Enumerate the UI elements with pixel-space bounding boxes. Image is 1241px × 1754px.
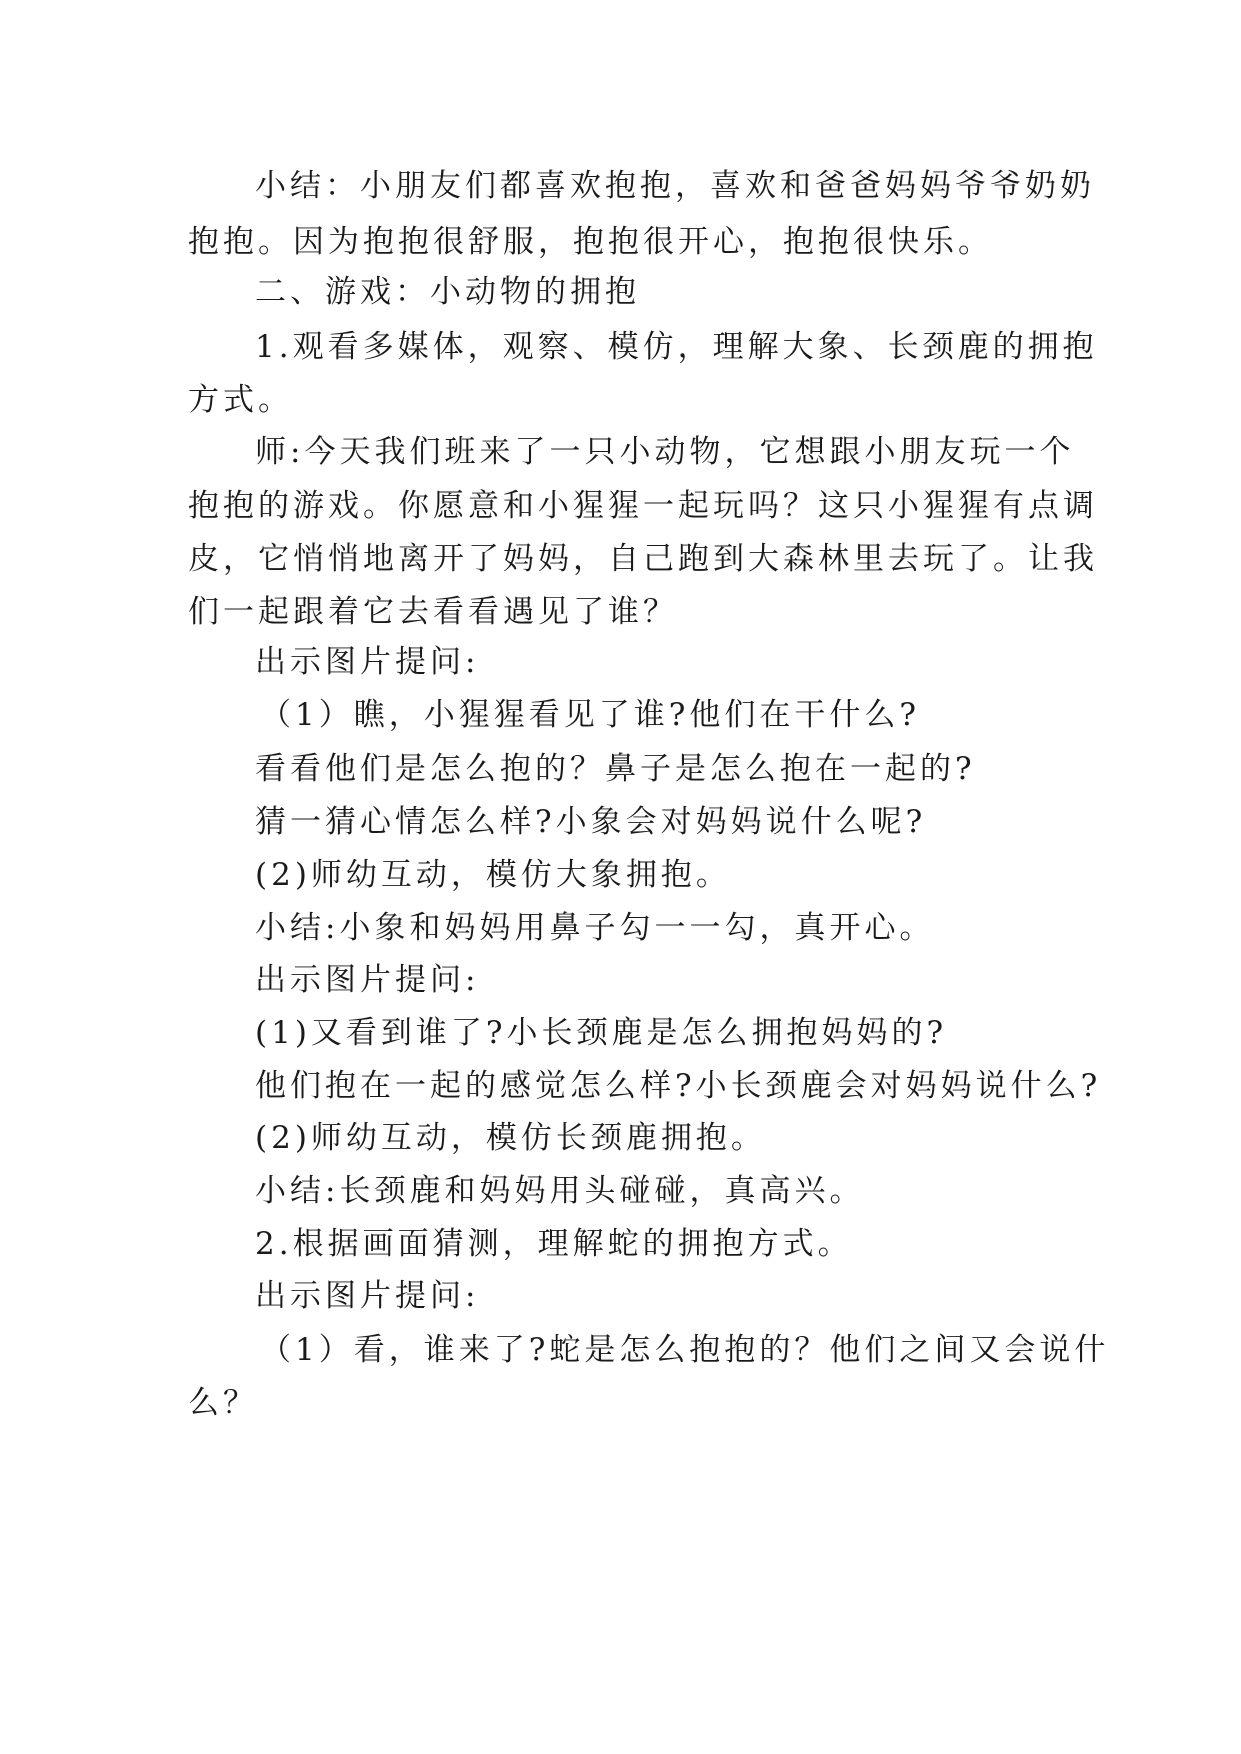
show-picture-prompt-1: 出示图片提问:: [255, 644, 480, 680]
question-giraffe-feeling: 他们抱在一起的感觉怎么样?小长颈鹿会对妈妈说什么?: [255, 1068, 1102, 1104]
question-1-elephant: （1）瞧，小猩猩看见了谁?他们在干什么?: [260, 697, 920, 733]
step-2-snake: 2.根据画面猜测，理解蛇的拥抱方式。: [255, 1226, 853, 1262]
paragraph-summary-line-2: 抱抱。因为抱抱很舒服，抱抱很开心，抱抱很快乐。: [188, 224, 993, 260]
question-elephant-hug: 看看他们是怎么抱的？鼻子是怎么抱在一起的?: [255, 751, 976, 787]
teacher-paragraph-line-1: 师:今天我们班来了一只小动物，它想跟小朋友玩一个: [255, 434, 1075, 470]
question-1-snake-line-1: （1）看，谁来了?蛇是怎么抱抱的？他们之间又会说什: [260, 1332, 1110, 1368]
question-elephant-mood: 猜一猜心情怎么样?小象会对妈妈说什么呢?: [255, 804, 927, 840]
step-1-line-2: 方式。: [188, 382, 293, 418]
show-picture-prompt-3: 出示图片提问:: [255, 1278, 480, 1314]
activity-2-giraffe: (2)师幼互动，模仿长颈鹿拥抱。: [255, 1120, 766, 1156]
teacher-paragraph-line-3: 皮，它悄悄地离开了妈妈，自己跑到大森林里去玩了。让我: [188, 541, 1098, 577]
paragraph-summary-line-1: 小结：小朋友们都喜欢抱抱，喜欢和爸爸妈妈爷爷奶奶: [255, 168, 1095, 204]
teacher-paragraph-line-2: 抱抱的游戏。你愿意和小猩猩一起玩吗？这只小猩猩有点调: [188, 488, 1098, 524]
show-picture-prompt-2: 出示图片提问:: [255, 962, 480, 998]
teacher-paragraph-line-4: 们一起跟着它去看看遇见了谁？: [188, 594, 678, 630]
section-heading-game: 二、游戏：小动物的拥抱: [255, 274, 640, 310]
question-1-giraffe: (1)又看到谁了?小长颈鹿是怎么拥抱妈妈的?: [255, 1015, 948, 1051]
step-1-line-1: 1.观看多媒体，观察、模仿，理解大象、长颈鹿的拥抱: [255, 329, 1098, 365]
summary-elephant: 小结:小象和妈妈用鼻子勾一一勾，真开心。: [255, 910, 935, 946]
activity-2-elephant: (2)师幼互动，模仿大象拥抱。: [255, 857, 731, 893]
summary-giraffe: 小结:长颈鹿和妈妈用头碰碰，真高兴。: [255, 1173, 865, 1209]
question-1-snake-line-2: 么？: [188, 1385, 258, 1421]
